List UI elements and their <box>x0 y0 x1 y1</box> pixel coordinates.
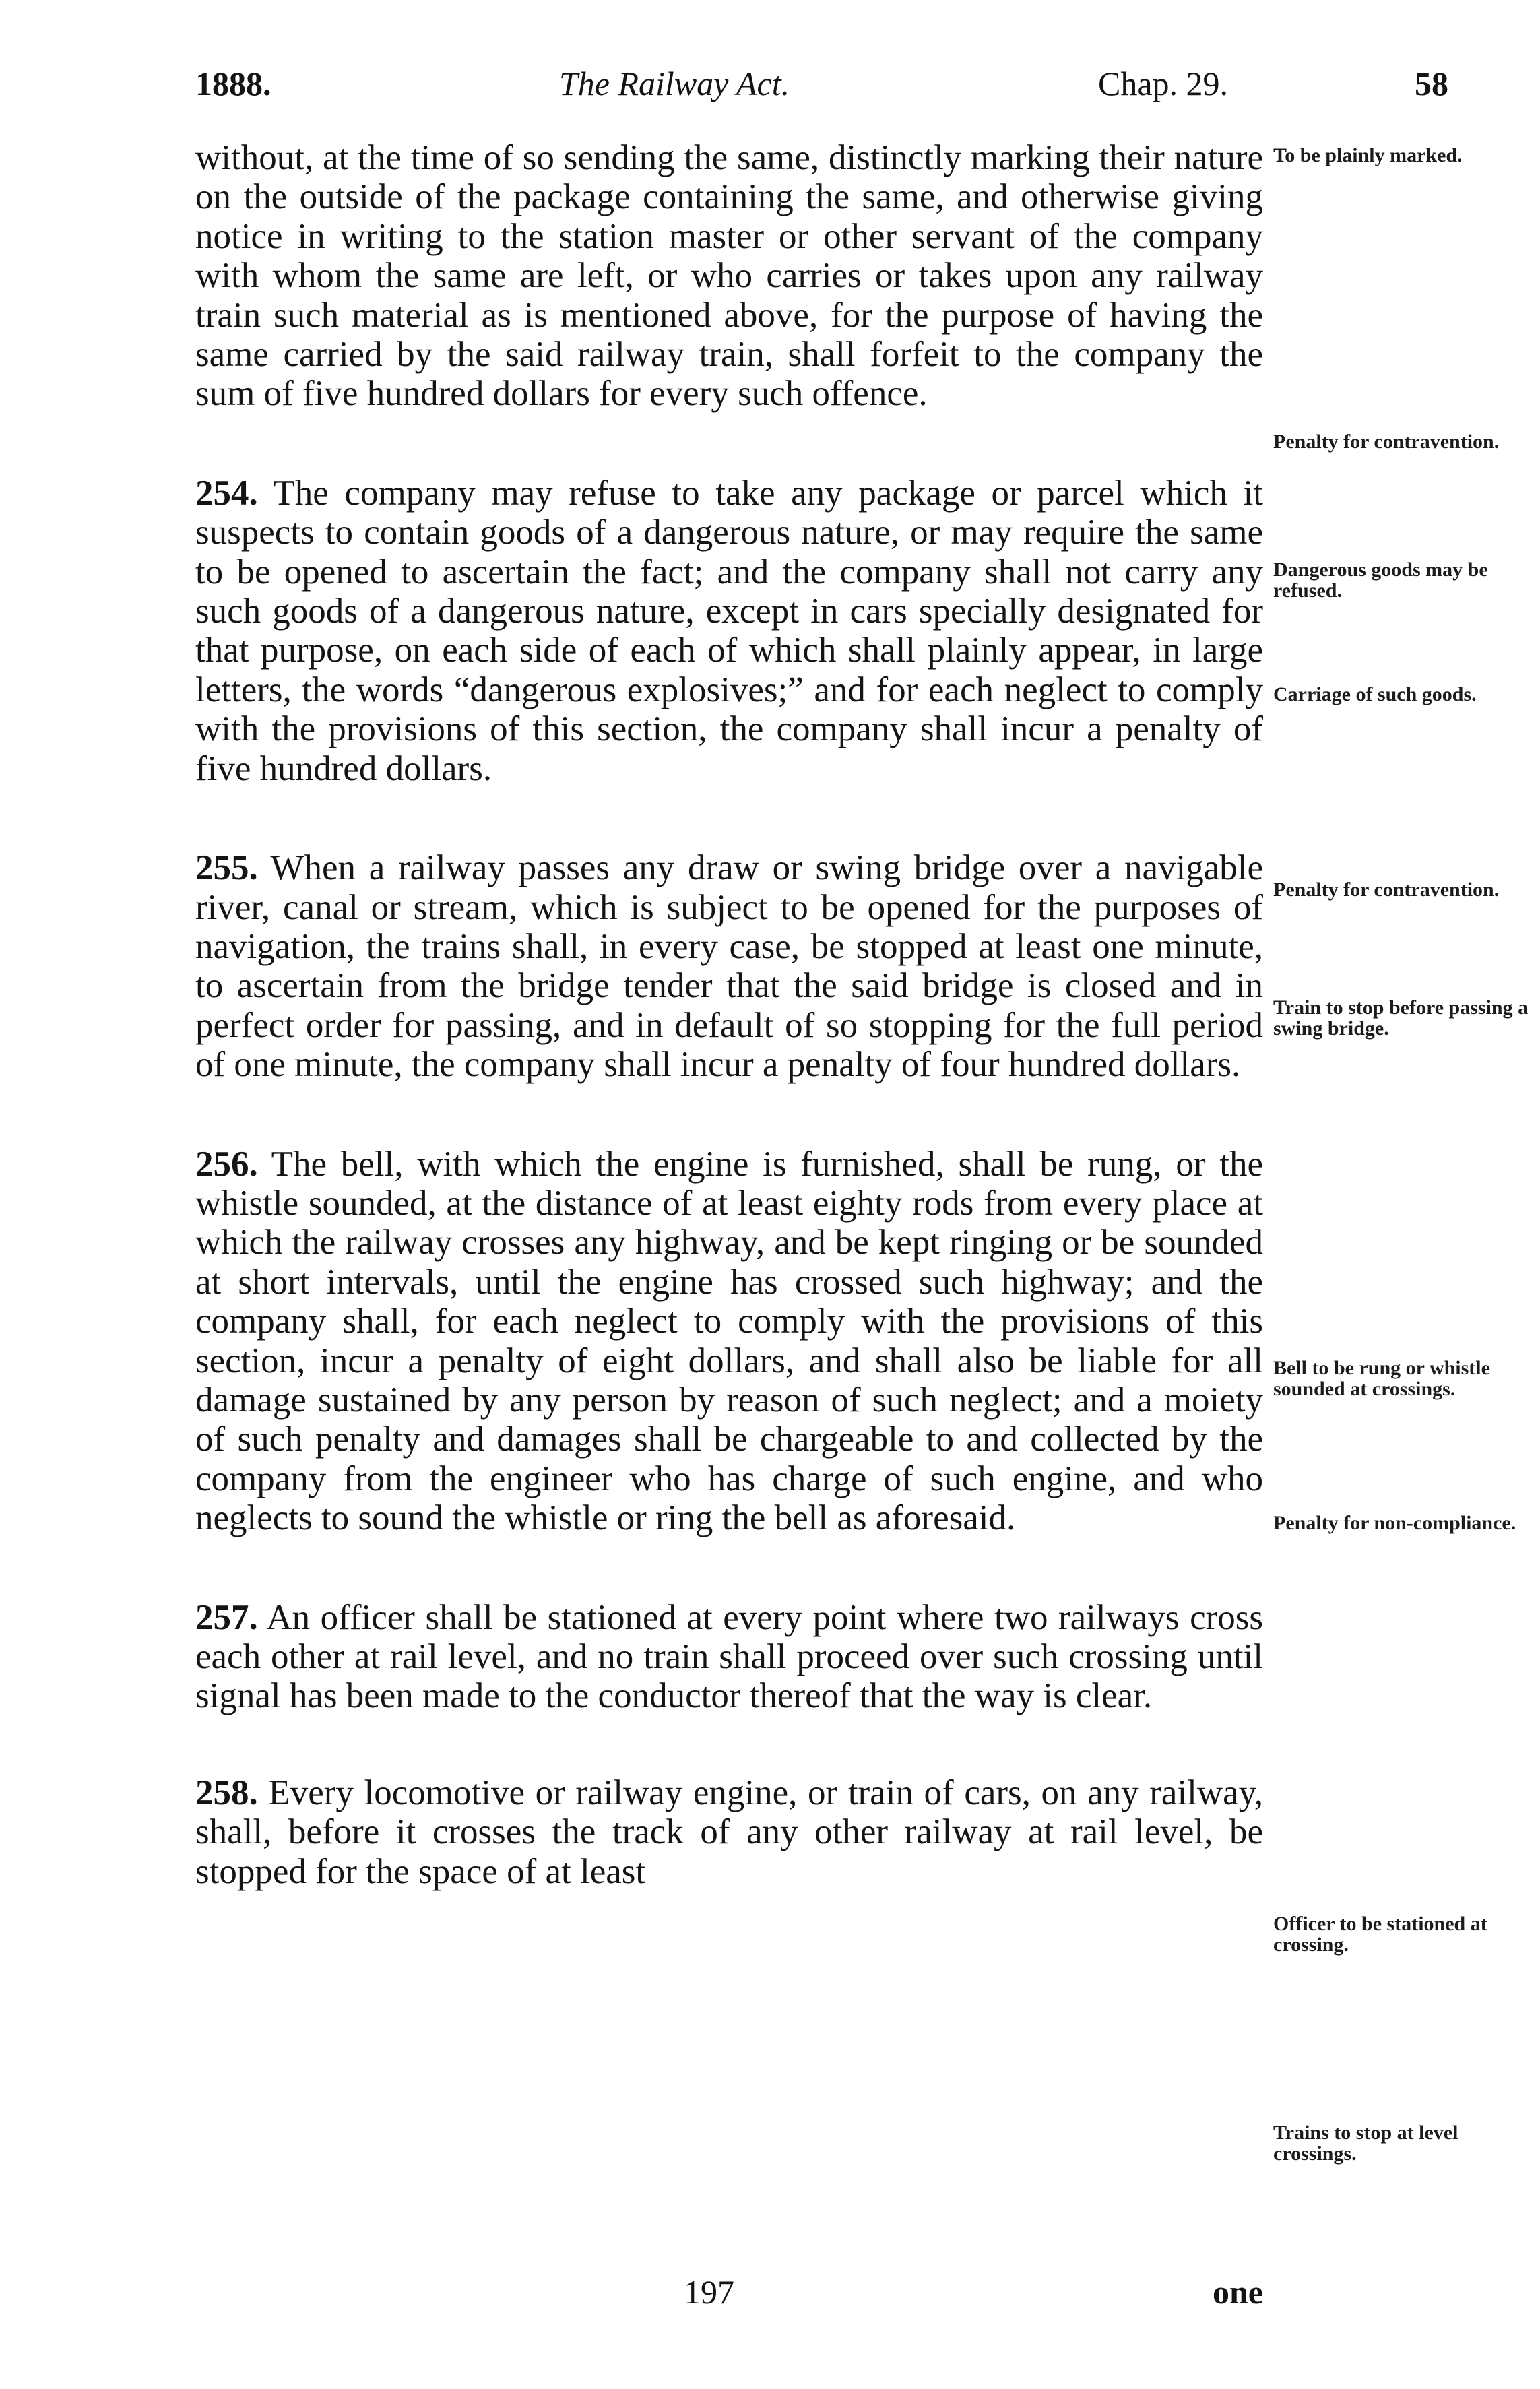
margin-note: Dangerous goods may be refused. <box>1273 559 1488 602</box>
paragraph-continuation <box>195 138 1263 414</box>
section-258 <box>195 1773 1263 1891</box>
margin-note: Penalty for contravention. <box>1273 879 1500 901</box>
page-footer <box>195 2272 1263 2320</box>
margin-note: Bell to be rung or whistle sounded at crossings. <box>1273 1357 1490 1400</box>
section-text: When a railway passes any draw or swing bridge over a navigable river, canal or stream, which is subject to be opened for the purposes of navigation, the trains shall, in every case, be stopped at least one minute, to ascertain from the bridge tender that the said bridge is closed and in perfect order for passing, and in default of so stopping for the full period of one minute, the company shall incur a penalty of four hundred dollars. <box>195 848 1263 1085</box>
margin-note: Penalty for contravention. <box>1273 431 1500 453</box>
header-page-number: 58 <box>1415 65 1448 102</box>
section-257 <box>195 1598 1263 1716</box>
section-text: Every locomotive or railway engine, or train of cars, on any railway, shall, before it crosses the track of any other railway at rail level, be stopped for the space of at least <box>195 1773 1264 1891</box>
margin-note: To be plainly marked. <box>1273 144 1463 166</box>
header-year: 1888. <box>195 65 271 102</box>
paragraph-text: without, at the time of so sending the same, distinctly marking their nature on the outside of the package containing the same, and otherwise giving notice in writing to the station master or other servant of the company with whom the same are left, or who carries or takes upon any railway train such material as is mentioned above, for the purpose of having the same carried by the said railway train, shall forfeit to the company the sum of five hundred dollars for every such offence. <box>195 138 1263 414</box>
section-number: 256. <box>195 1144 258 1184</box>
margin-note: Penalty for non-compliance. <box>1273 1512 1516 1534</box>
header-chapter: Chap. 29. <box>1098 65 1229 102</box>
running-header <box>195 64 1448 118</box>
catchword: one <box>1213 2273 1263 2311</box>
section-255 <box>195 848 1263 1084</box>
section-number: 254. <box>195 473 258 513</box>
margin-note: Officer to be stationed at crossing. <box>1273 1913 1487 1956</box>
section-number: 255. <box>195 848 258 888</box>
section-number: 258. <box>195 1773 258 1812</box>
section-256 <box>195 1145 1263 1538</box>
section-text: The bell, with which the engine is furnished, shall be rung, or the whistle sounded, at the distance of at least eighty rods from every place at which the railway crosses any highway, and be kept ringing or be sounded at short intervals, until the engine has crossed such highway; and the company shall, for each neglect to comply with the provisions of this section, incur a penalty of eight dollars, and shall also be liable for all damage sustained by any person by reason of such neglect; and a moiety of such penalty and damages shall be chargeable to and collected by the company from the engineer who has charge of such engine, and who neglects to sound the whistle or ring the bell as aforesaid. <box>195 1144 1263 1538</box>
main-text-column <box>195 138 1263 1891</box>
margin-note: Train to stop before passing a swing bridge. <box>1273 996 1529 1040</box>
section-number: 257. <box>195 1597 258 1637</box>
section-text: An officer shall be stationed at every point where two railways cross each other at rail level, and no train shall proceed over such crossing until signal has been made to the conductor thereof that the way is clear. <box>195 1597 1263 1716</box>
header-title: The Railway Act. <box>559 65 790 102</box>
margin-note: Trains to stop at level crossings. <box>1273 2122 1458 2165</box>
margin-note: Carriage of such goods. <box>1273 683 1477 705</box>
section-254 <box>195 474 1263 788</box>
section-text: The company may refuse to take any package or parcel which it suspects to contain goods of a dangerous nature, or may require the same to be opened to ascertain the fact; and the company shall not carry any such goods of a dangerous nature, except in cars specially designated for that purpose, on each side of each of which shall plainly appear, in large letters, the words “dangerous explosives;” and for each neglect to comply with the provisions of this section, the company shall incur a penalty of five hundred dollars. <box>195 473 1263 788</box>
signature-mark: 197 <box>684 2273 734 2311</box>
